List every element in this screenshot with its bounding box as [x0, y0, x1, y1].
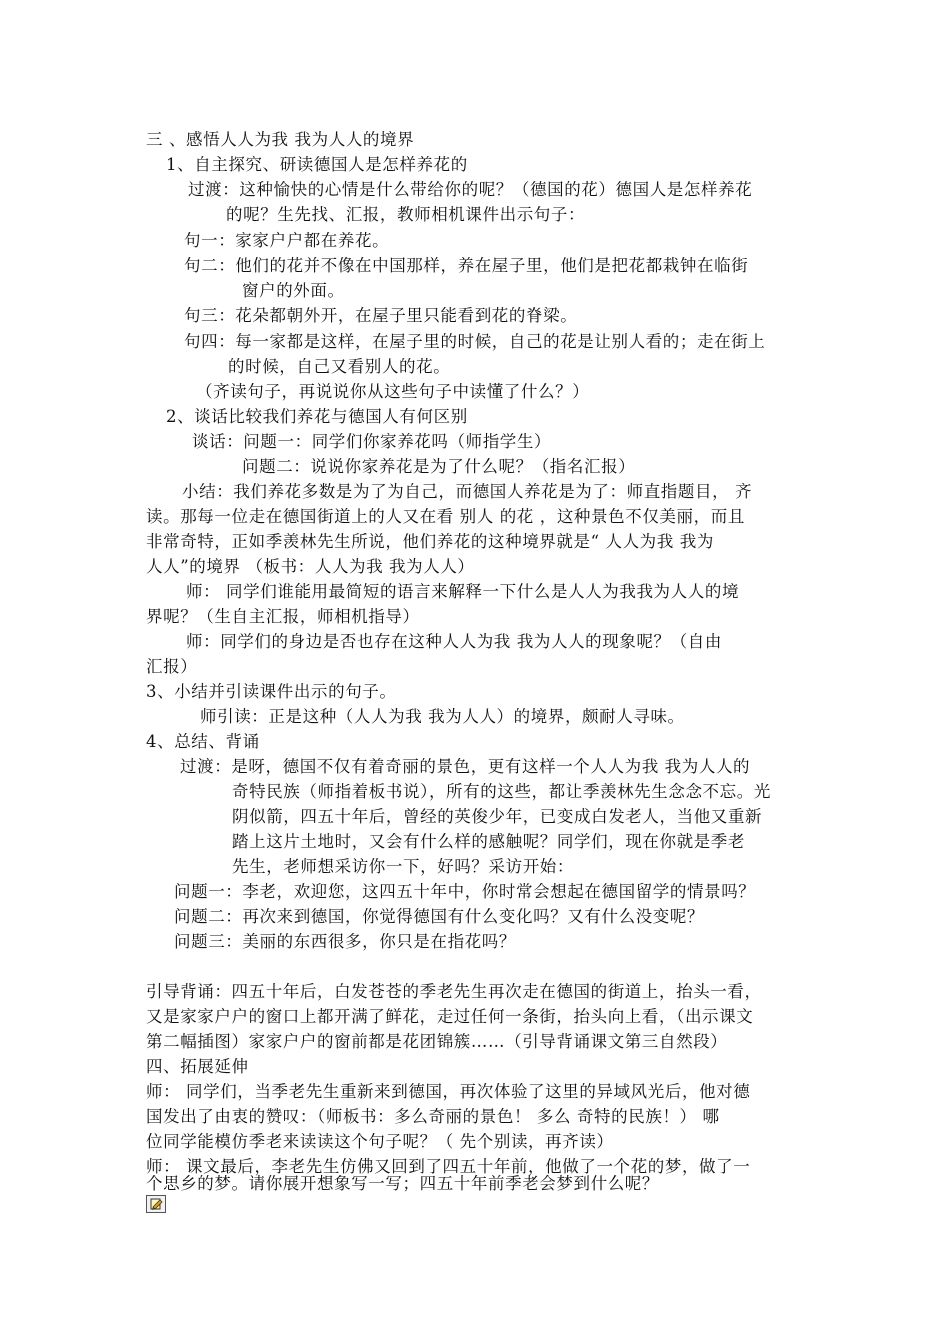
text-line: 师： 同学们谁能用最简短的语言来解释一下什么是人人为我我为人人的境 [186, 582, 740, 601]
text-line: 个思乡的梦。请你展开想象写一写；四五十年前季老会梦到什么呢？ [146, 1174, 659, 1193]
text-line: 人人”的境界 （板书：人人为我 我为人人） [146, 557, 475, 576]
text-line: 师引读：正是这种（人人为我 我为人人）的境界，颇耐人寻味。 [200, 707, 685, 726]
text-line: 师：同学们的身边是否也存在这种人人为我 我为人人的现象呢？（自由 [186, 632, 722, 651]
subheading-4: 4、总结、背诵 [146, 732, 260, 751]
text-line: （齐读句子，再说说你从这些句子中读懂了什么？） [196, 382, 590, 401]
section-heading-4: 四、拓展延伸 [146, 1057, 249, 1076]
text-line: 又是家家户户的窗口上都开满了鲜花，走过任何一条街，抬头向上看，（出示课文 [146, 1007, 754, 1026]
text-line: 的呢？生先找、汇报，教师相机课件出示句子： [226, 205, 586, 224]
question-1: 问题一：李老，欢迎您，这四五十年中，你时常会想起在德国留学的情景吗？ [174, 882, 756, 901]
embedded-object-icon[interactable] [146, 1195, 166, 1213]
subheading-1: 1、自主探究、研读德国人是怎样养花的 [166, 155, 468, 174]
pen-icon [148, 1197, 164, 1211]
text-line: 师： 同学们，当季老先生重新来到德国，再次体验了这里的异域风光后，他对德 [146, 1082, 751, 1101]
text-line: 谈话：问题一：同学们你家养花吗（师指学生） [192, 432, 552, 451]
text-line: 的时候，自己又看别人的花。 [228, 357, 451, 376]
text-line: 过渡：是呀，德国不仅有着奇丽的景色，更有这样一个人人为我 我为人人的 [180, 757, 751, 776]
text-line: 窗户的外面。 [242, 281, 345, 300]
text-line: 读。那每一位走在德国街道上的人又在看 别人 的花 ，这种景色不仅美丽，而且 [146, 507, 745, 526]
text-line: 踏上这片土地时，又会有什么样的感触呢？同学们，现在你就是季老 [232, 832, 745, 851]
sentence-1: 句一：家家户户都在养花。 [184, 231, 390, 250]
text-line: 先生，老师想采访你一下，好吗？采访开始： [232, 857, 574, 876]
text-line: 非常奇特，正如季羡林先生所说，他们养花的这种境界就是“ 人人为我 我为 [146, 532, 714, 551]
sentence-2: 句二：他们的花并不像在中国那样，养在屋子里，他们是把花都栽钟在临街 [184, 256, 749, 275]
text-line: 引导背诵：四五十年后，白发苍苍的季老先生再次走在德国的街道上，抬头一看， [146, 982, 762, 1001]
text-line: 问题二：说说你家养花是为了什么呢？（指名汇报） [242, 457, 636, 476]
sentence-4: 句四：每一家都是这样，在屋子里的时候，自己的花是让别人看的；走在街上 [184, 332, 766, 351]
text-line: 师： 课文最后，李老先生仿佛又回到了四五十年前，他做了一个花的梦，做了一 [146, 1157, 751, 1176]
text-line: 汇报） [146, 657, 198, 676]
subheading-2: 2、谈话比较我们养花与德国人有何区别 [166, 407, 468, 426]
text-line: 阴似箭，四五十年后，曾经的英俊少年，已变成白发老人，当他又重新 [232, 807, 763, 826]
text-line: 第二幅插图）家家户户的窗前都是花团锦簇……（引导背诵课文第三自然段） [146, 1032, 728, 1051]
text-line: 奇特民族（师指着板书说），所有的这些，都让季羡林先生念念不忘。光 [232, 782, 771, 801]
text-line: 界呢？（生自主汇报，师相机指导） [146, 607, 420, 626]
subheading-3: 3、小结并引读课件出示的句子。 [146, 682, 397, 701]
section-heading-3: 三 、感悟人人为我 我为人人的境界 [146, 130, 415, 149]
question-3: 问题三：美丽的东西很多，你只是在指花吗？ [174, 932, 516, 951]
text-line: 国发出了由衷的赞叹：（师板书：多么奇丽的景色！ 多么 奇特的民族！） 哪 [146, 1107, 720, 1126]
text-line: 过渡：这种愉快的心情是什么带给你的呢？（德国的花）德国人是怎样养花 [188, 180, 753, 199]
question-2: 问题二：再次来到德国，你觉得德国有什么变化吗？又有什么没变呢？ [174, 907, 705, 926]
text-line: 位同学能模仿季老来读读这个句子呢？（ 先个别读，再齐读） [146, 1132, 614, 1151]
sentence-3: 句三：花朵都朝外开，在屋子里只能看到花的脊梁。 [184, 306, 578, 325]
text-line: 小结：我们养花多数是为了为自己，而德国人养花是为了：师直指题目， 齐 [182, 482, 753, 501]
